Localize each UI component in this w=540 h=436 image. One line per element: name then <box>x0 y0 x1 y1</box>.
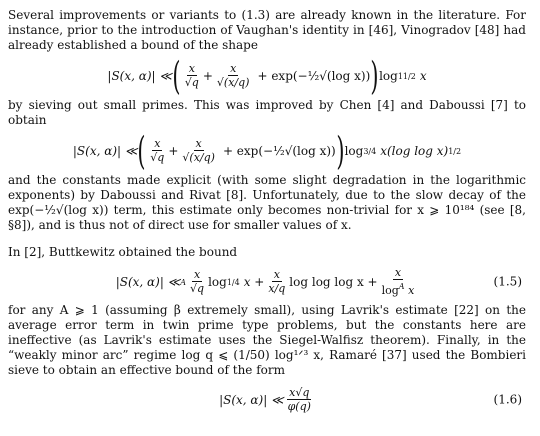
eq3-loglog: log log log x + <box>289 274 378 289</box>
eq3-lhs-subscript: A <box>180 277 187 287</box>
eq4-frac: $\frac{x√q}{\varphi(q)}$ <box>287 386 311 413</box>
eq1-log-exponent: 11/2 <box>397 71 416 81</box>
eq3-log1: log <box>208 274 227 289</box>
eq1-lhs: |S(x, α)| ≪ <box>107 68 172 83</box>
eq2-frac1: $\frac{x}{√q}$ <box>150 137 165 164</box>
eq2-frac2: $\frac{x}{√(x/q)}$ <box>182 137 215 164</box>
eq1-var: x <box>419 68 427 83</box>
eq1-plus: + <box>202 68 213 83</box>
eq4-lhs: |S(x, α)| ≪ <box>219 392 284 407</box>
paragraph-1: Several improvements or variants to (1.3) are already known in the literature. For instance, prior to the introduction of Vaughan's identity in [46], Vinogradov [48] had already established a bound of the shape <box>8 8 526 52</box>
eq1-frac2: $\frac{x}{√(x/q)}$ <box>216 62 250 89</box>
eq4-number: (1.6) <box>493 392 522 407</box>
eq2-exp-term: + exp(−½√(log x)) <box>222 143 336 158</box>
equation-1-5 <box>8 264 526 300</box>
paragraph-4: In [2], Buttkewitz obtained the bound <box>8 245 238 259</box>
eq2-tail-mid: x(log log x) <box>380 143 449 158</box>
eq2-right-paren: ) <box>336 129 345 173</box>
eq3-var1: x + <box>243 274 265 289</box>
eq1-right-paren: ) <box>370 54 379 98</box>
eq3-frac2: $\frac{x}{x/q}$ <box>268 268 286 295</box>
eq3-lhs: |S(x, α)| ≪ <box>115 274 181 289</box>
eq1-exp-term: + exp(−½√(log x)) <box>257 68 371 83</box>
eq3-log1-exponent: 1/4 <box>226 277 240 287</box>
equation-chen-daboussi <box>8 129 526 173</box>
paragraph-5: for any A ⩾ 1 (assuming β extremely small), using Lavrik's estimate [22] on the average error term in twin prime type problems, but the constants here are ineffective (as Lavrik's estimate uses the Siegel-Walfisz theorem). Finally, in the “weakly minor arc” regime log q ⩽ (1/50) log¹ᐟ³ x, Ramaré [37] used the Bombieri sieve to obtain an effective bound of the form <box>8 303 526 377</box>
eq2-plus: + <box>168 143 179 158</box>
paragraph-3: and the constants made explicit (with some slight degradation in the logarithmic exponents) by Daboussi and Rivat [8]. Unfortunately, due to the slow decay of the exp(−½√(log x)) term, this estimate only becomes non-trivial for x ⩾ 10¹⁸⁴ (see [8, §8]), and is thus not of direct use for smaller values of x. <box>8 173 526 232</box>
eq2-log-exponent: 3/4 <box>363 146 377 156</box>
eq1-left-paren: ( <box>172 54 181 98</box>
eq2-tail-exponent: 1/2 <box>448 146 462 156</box>
eq2-log: log <box>344 143 364 158</box>
paragraph-2: by sieving out small primes. This was improved by Chen [4] and Daboussi [7] to obtain <box>8 98 526 127</box>
eq3-number: (1.5) <box>493 274 522 289</box>
eq3-frac1: $\frac{x}{√q}$ <box>190 268 205 295</box>
equation-1-6 <box>8 382 526 418</box>
eq2-lhs: |S(x, α)| ≪ <box>72 143 138 158</box>
eq1-frac1: $\frac{x}{√q}$ <box>184 62 199 89</box>
equation-vinogradov <box>8 54 526 98</box>
eq1-log: log <box>379 68 398 83</box>
eq3-frac3: $\frac{x}{\log^A x}$ <box>381 266 415 297</box>
eq2-left-paren: ( <box>137 129 146 173</box>
